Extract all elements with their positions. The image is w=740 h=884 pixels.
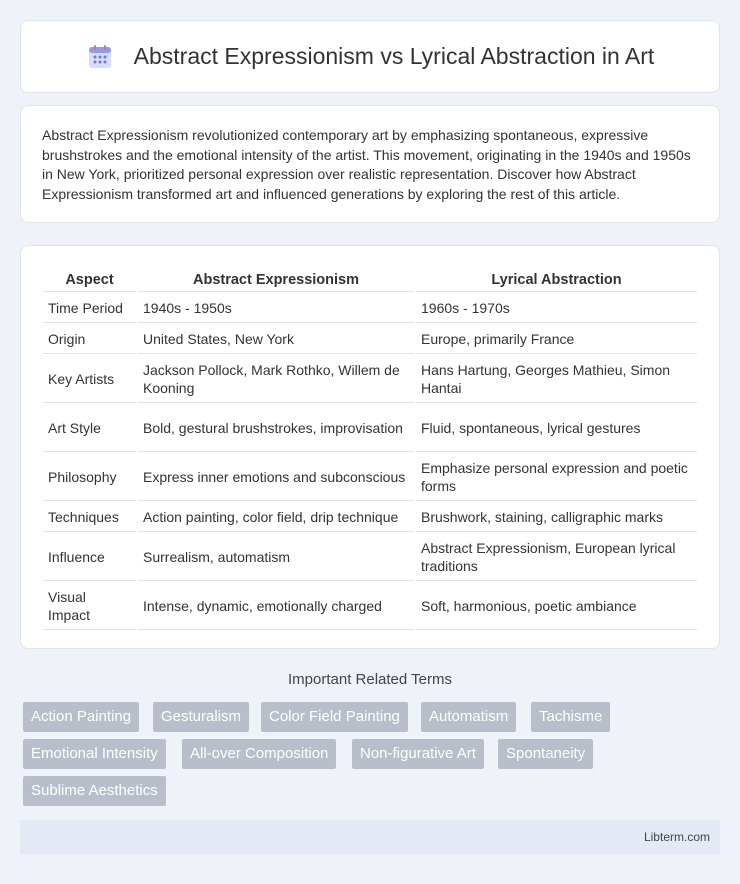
table-row [43,325,697,354]
row-lyrical-abstraction: Abstract Expressionism, European lyrical traditions [416,534,697,581]
footer [20,820,720,854]
row-abstract-expressionism: Surrealism, automatism [138,534,414,581]
related-term-tag[interactable]: Action Painting [23,702,139,732]
row-aspect: Origin [43,325,136,354]
related-term-tag[interactable]: Color Field Painting [261,702,408,732]
table-row [43,503,697,532]
row-aspect: Key Artists [43,356,136,403]
intro-card [20,105,720,223]
table-row [43,294,697,323]
row-abstract-expressionism: Jackson Pollock, Mark Rothko, Willem de Kooning [138,356,414,403]
related-term-tag[interactable]: Non-figurative Art [352,739,484,769]
table-row [43,534,697,581]
footer-brand[interactable]: Libterm.com [643,830,710,844]
row-abstract-expressionism: Intense, dynamic, emotionally charged [138,583,414,630]
row-aspect: Time Period [43,294,136,323]
header-card [20,20,720,93]
comparison-table [41,265,699,632]
header-lyrical-abstraction: Lyrical Abstraction [416,267,697,292]
related-term-tag[interactable]: Sublime Aesthetics [23,776,166,806]
table-row [43,454,697,501]
related-term-tag[interactable]: All-over Composition [182,739,336,769]
row-lyrical-abstraction: Hans Hartung, Georges Mathieu, Simon Hantai [416,356,697,403]
row-lyrical-abstraction: Europe, primarily France [416,325,697,354]
header-abstract-expressionism: Abstract Expressionism [138,267,414,292]
row-aspect: Influence [43,534,136,581]
row-abstract-expressionism: Bold, gestural brushstrokes, improvisation [138,405,414,452]
table-row [43,405,697,452]
table-header-row [43,267,697,292]
row-abstract-expressionism: United States, New York [138,325,414,354]
row-abstract-expressionism: Express inner emotions and subconscious [138,454,414,501]
header-aspect: Aspect [43,267,136,292]
row-lyrical-abstraction: Emphasize personal expression and poetic forms [416,454,697,501]
row-aspect: Visual Impact [43,583,136,630]
related-terms-title: Important Related Terms [288,671,452,688]
table-row [43,356,697,403]
intro-text: Abstract Expressionism revolutionized contemporary art by emphasizing spontaneous, expressive brushstrokes and the emotional intensity of the artist. This movement, originating in the 1940s and 1950s in New York, prioritized personal expression over realistic representation. Discover how Abstract Expressionism transformed art and influenced generations by exploring the rest of this article. [42,127,691,202]
row-aspect: Techniques [43,503,136,532]
row-aspect: Art Style [43,405,136,452]
related-term-tag[interactable]: Automatism [421,702,516,732]
row-lyrical-abstraction: Soft, harmonious, poetic ambiance [416,583,697,630]
related-term-tag[interactable]: Tachisme [531,702,610,732]
page-title: Abstract Expressionism vs Lyrical Abstraction in Art [133,43,655,69]
table-row [43,583,697,630]
related-term-tag[interactable]: Gesturalism [153,702,249,732]
row-lyrical-abstraction: Fluid, spontaneous, lyrical gestures [416,405,697,452]
row-abstract-expressionism: Action painting, color field, drip technique [138,503,414,532]
calendar-grid-icon [86,43,114,71]
row-lyrical-abstraction: 1960s - 1970s [416,294,697,323]
related-term-tag[interactable]: Spontaneity [498,739,593,769]
row-aspect: Philosophy [43,454,136,501]
related-term-tag[interactable]: Emotional Intensity [23,739,166,769]
comparison-card [20,245,720,649]
row-abstract-expressionism: 1940s - 1950s [138,294,414,323]
row-lyrical-abstraction: Brushwork, staining, calligraphic marks [416,503,697,532]
